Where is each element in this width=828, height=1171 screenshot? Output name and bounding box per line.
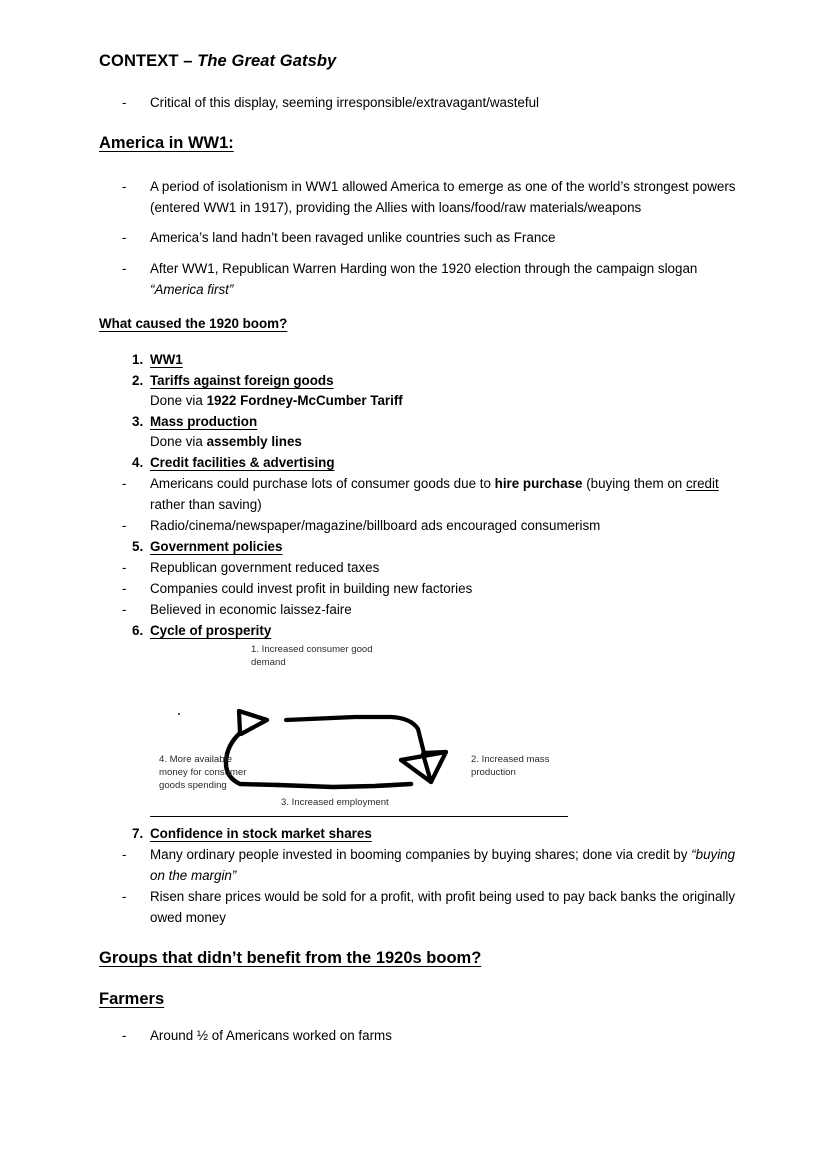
intro-bullet-list [99,92,739,113]
subdash-quote: “buying on the margin” [150,846,736,883]
diagram-label-1: 1. Increased consumer good demand [251,643,373,669]
list-item-number: 6. [132,622,144,638]
list-item-subdash [99,473,739,515]
list-item [99,536,739,557]
page-title [99,0,739,72]
page-title-plain: CONTEXT – [99,52,198,70]
cycle-path-top [286,717,424,753]
list-item-number: 2. [132,372,144,388]
list-item-number: 4. [132,454,144,470]
list-item [99,349,739,370]
subtext-prefix: Done via [150,392,207,408]
list-item-quote: “America first” [150,281,234,297]
list-item-number: 7. [132,825,144,841]
list-item-text: After WW1, Republican Warren Harding won the 1920 election through the campaign slogan [150,260,698,276]
subdash-part: Americans could purchase lots of consumer goods due to [150,475,495,491]
list-item-number: 1. [132,351,144,367]
list-item [99,411,739,432]
section-heading-groups: Groups that didn’t benefit from the 1920s boom? [99,948,482,967]
list-item [99,258,739,301]
section-heading-america-ww1: America in WW1: [99,134,234,153]
list-item-subdash: - Companies could invest profit in building new factories [99,578,739,599]
cycle-path-bottom [278,784,411,787]
subdash-bold: hire purchase [494,475,583,491]
cycle-of-prosperity-diagram [143,641,613,816]
diagram-label-4: 4. More available money for consumer goods spending [159,753,247,792]
list-item-heading: WW1 [150,351,183,367]
page-title-emphasis: The Great Gatsby [197,52,337,70]
farmers-bullets [99,1025,739,1046]
list-item: - Critical of this display, seeming irresponsible/extravagant/wasteful [99,92,739,113]
subtext-bold: 1922 Fordney-McCumber Tariff [206,392,403,408]
list-item [99,620,739,641]
list-item-heading: Cycle of prosperity [150,622,272,638]
list-item-heading: Mass production [150,413,258,429]
list-item: - Around ½ of Americans worked on farms [99,1025,739,1046]
list-item-heading: Government policies [150,538,283,554]
stray-dot-mark [178,713,180,715]
subdash-underline: credit [685,475,719,491]
list-item-subdash: - Risen share prices would be sold for a profit, with profit being used to pay back banks the originally owed money [99,886,739,928]
list-item-subdash: - Believed in economic laissez-faire [99,599,739,620]
list-item-subdash: - Republican government reduced taxes [99,557,739,578]
list-item-heading: Confidence in stock market shares [150,825,372,841]
subdash-part: rather than saving) [150,496,262,512]
list-item: - A period of isolationism in WW1 allowed America to emerge as one of the world’s strongest powers (entered WW1 in 1917), providing the Allies with loans/food/raw materials/weapons [99,176,739,219]
list-item-subdash [99,844,739,886]
section-heading-boom-causes: What caused the 1920 boom? [99,316,288,332]
section-subheading-farmers: Farmers [99,989,165,1008]
list-item-subtext [99,391,739,411]
subdash-part: Many ordinary people invested in booming companies by buying shares; done via credit by [150,846,692,862]
list-item [99,370,739,391]
document-body [99,0,739,1047]
list-item: - America’s land hadn’t been ravaged unlike countries such as France [99,227,739,248]
list-item-subdash: - Radio/cinema/newspaper/magazine/billboard ads encouraged consumerism [99,515,739,536]
subtext-bold: assembly lines [206,433,302,449]
list-item-subtext [99,432,739,452]
america-ww1-bullets [99,176,739,300]
subtext-prefix: Done via [150,433,207,449]
diagram-label-2: 2. Increased mass production [471,753,550,779]
list-item [99,823,739,844]
list-item-number: 5. [132,538,144,554]
list-item-number: 3. [132,413,144,429]
list-item-heading: Credit facilities & advertising [150,454,335,470]
cycle-arrowhead-left-bar [239,711,267,720]
subdash-part: (buying them on [582,475,686,491]
list-item-heading: Tariffs against foreign goods [150,372,334,388]
diagram-label-3: 3. Increased employment [281,796,389,808]
list-item [99,452,739,473]
boom-causes-list [99,349,739,928]
